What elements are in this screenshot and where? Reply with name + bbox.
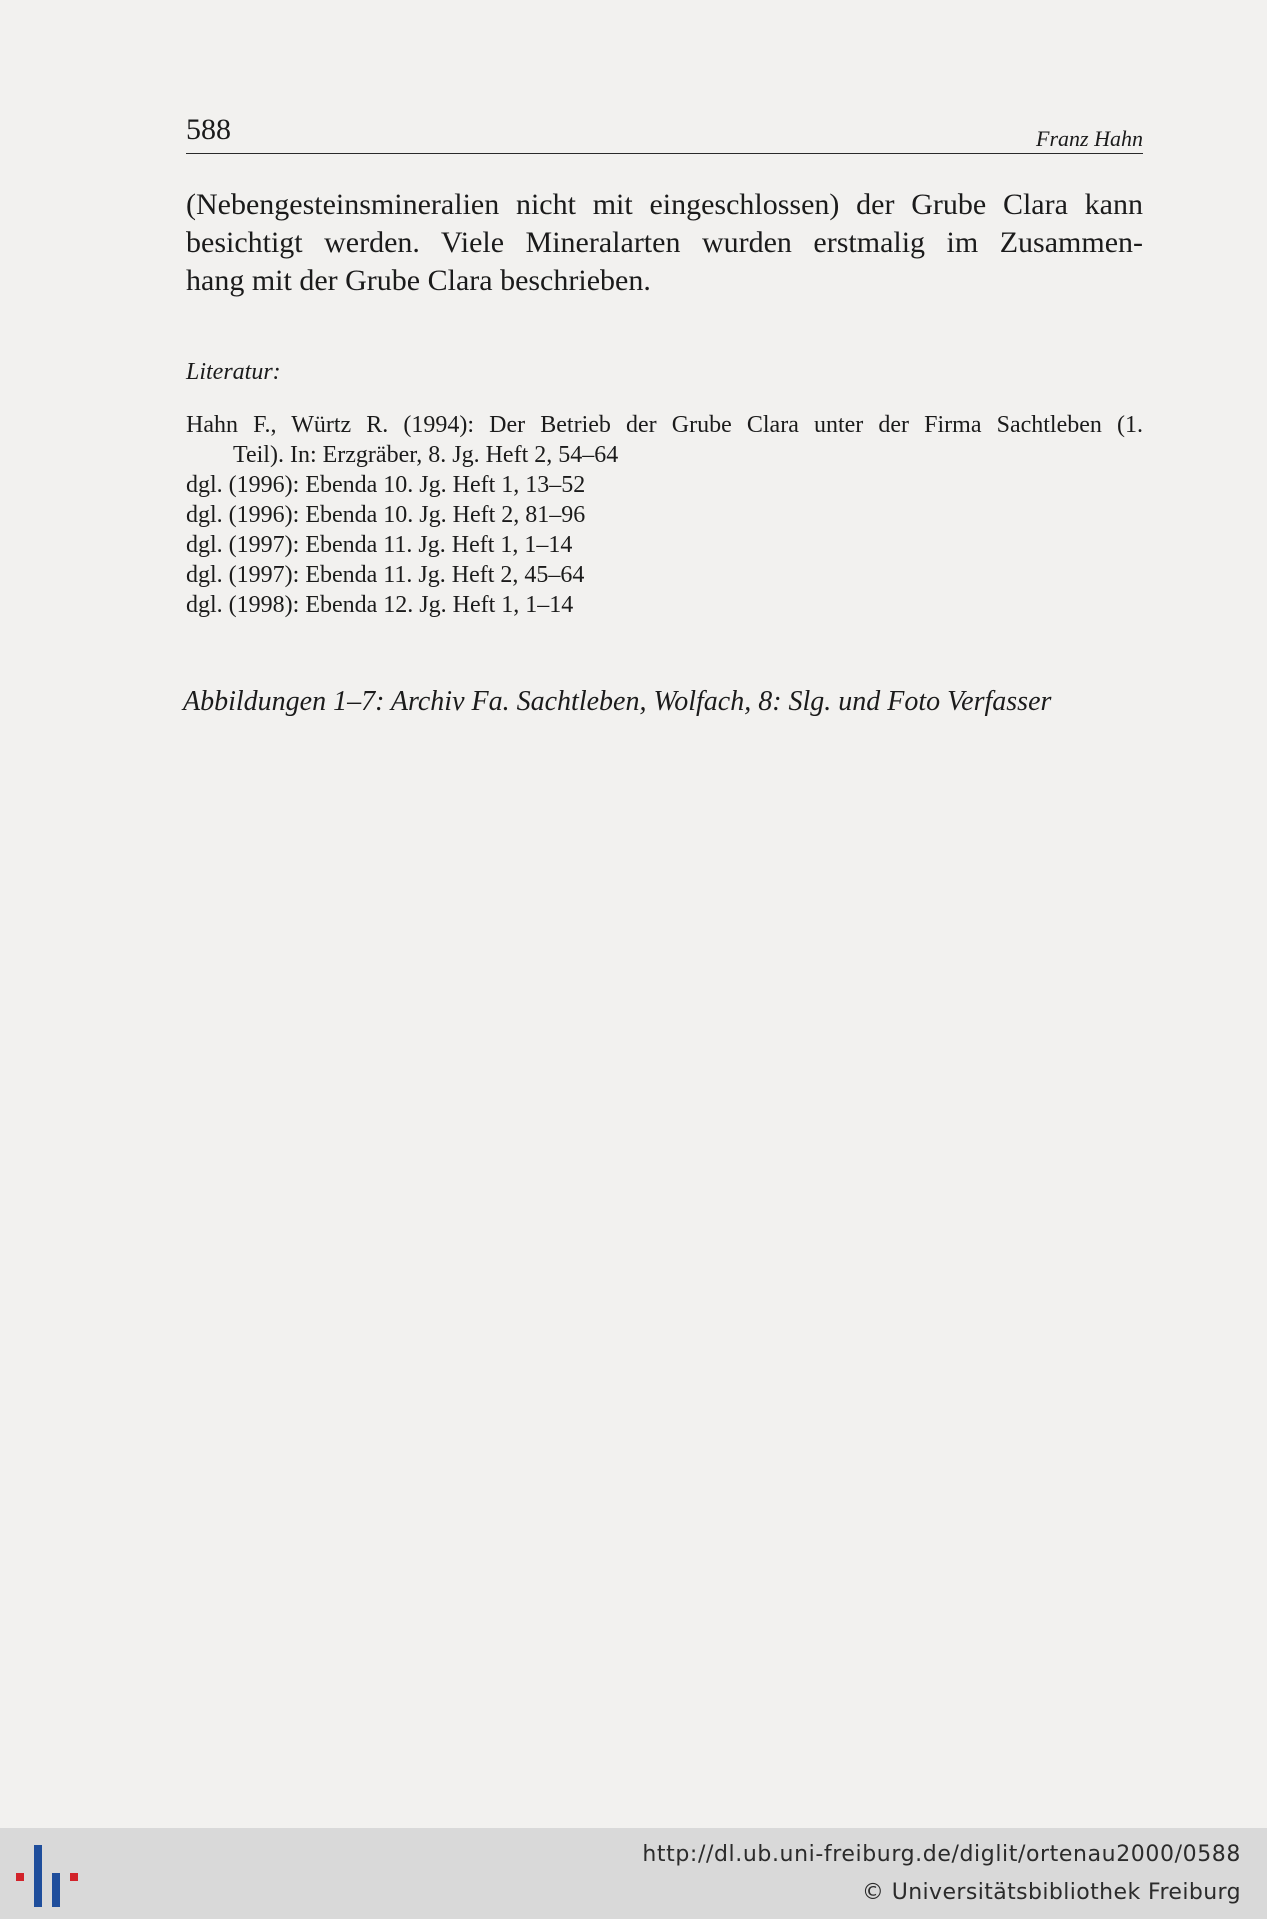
literature-entry: dgl. (1996): Ebenda 10. Jg. Heft 2, 81–96 <box>186 502 586 528</box>
body-line: (Nebengesteinsmineralien nicht mit eingeschlossen) der Grube Clara kann <box>186 188 1143 221</box>
literature-entry: dgl. (1997): Ebenda 11. Jg. Heft 1, 1–14 <box>186 532 573 558</box>
university-library-logo-icon <box>14 1843 84 1909</box>
body-paragraph <box>186 186 1143 300</box>
library-footer <box>0 1828 1267 1919</box>
literature-entry: dgl. (1996): Ebenda 10. Jg. Heft 1, 13–52 <box>186 472 586 498</box>
literature-entry: dgl. (1997): Ebenda 11. Jg. Heft 2, 45–64 <box>186 562 585 588</box>
copyright-notice: © Universitätsbibliothek Freiburg <box>861 1880 1241 1905</box>
literature-list <box>186 410 1143 620</box>
permalink-url[interactable]: http://dl.ub.uni-freiburg.de/diglit/ortenau2000/0588 <box>642 1842 1241 1867</box>
literature-heading: Literatur: <box>186 359 281 385</box>
figure-credits-caption: Abbildungen 1–7: Archiv Fa. Sachtleben, Wolfach, 8: Slg. und Foto Verfasser <box>183 686 1052 717</box>
literature-entry: Hahn F., Würtz R. (1994): Der Betrieb der Grube Clara unter der Firma Sachtleben (1. <box>186 412 1143 438</box>
running-header-author: Franz Hahn <box>1036 126 1143 151</box>
literature-entry-continuation: Teil). In: Erzgräber, 8. Jg. Heft 2, 54–64 <box>233 442 619 468</box>
page-number: 588 <box>186 113 231 146</box>
body-line: hang mit der Grube Clara beschrieben. <box>186 264 651 297</box>
header-rule <box>186 153 1143 154</box>
literature-entry: dgl. (1998): Ebenda 12. Jg. Heft 1, 1–14 <box>186 592 574 618</box>
body-line: besichtigt werden. Viele Mineralarten wurden erstmalig im Zusammen- <box>186 226 1143 259</box>
